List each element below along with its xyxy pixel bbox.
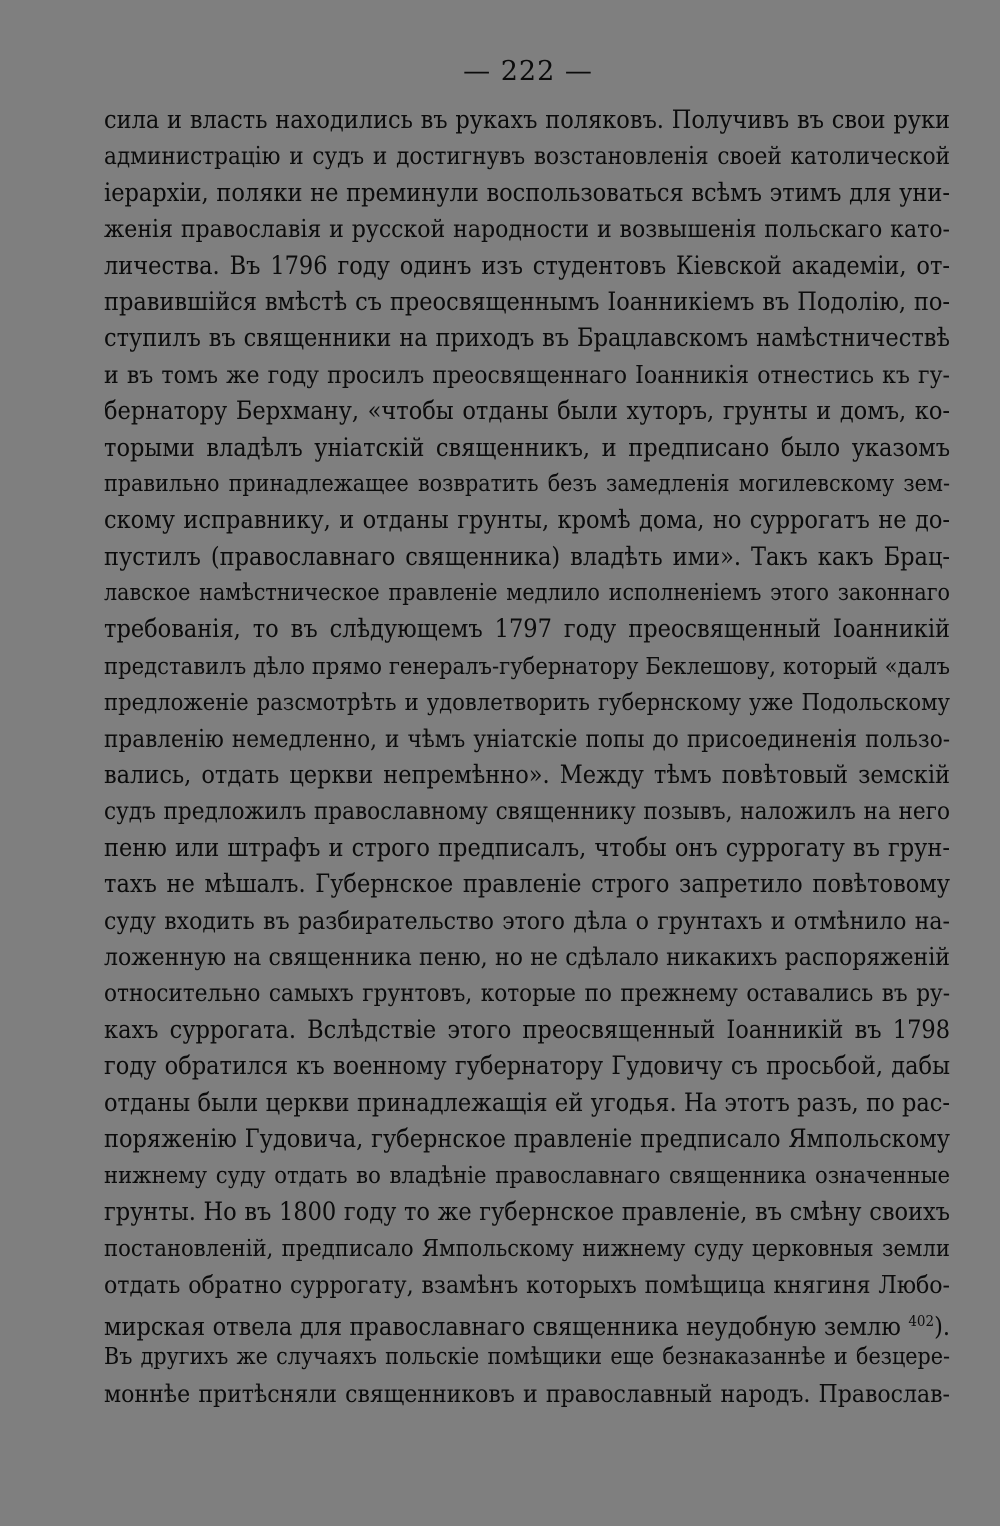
text-line: постановленій, предписало Ямпольскому нижнему суду церковныя земли — [104, 1234, 950, 1263]
text-line: отдать обратно суррогату, взамѣнъ которыхъ помѣщица княгиня Любо- — [104, 1269, 950, 1299]
text-line: лавское намѣстническое правленіе медлило исполненіемъ этого законнаго — [104, 580, 950, 607]
text-line: правильно принадлежащее возвратить безъ замедленія могилевскому зем- — [104, 470, 950, 497]
text-line: судъ предложилъ православному священнику позывъ, наложилъ на него — [104, 797, 950, 826]
body-text — [104, 102, 950, 1412]
text-line: бернатору Берхману, «чтобы отданы были хуторъ, грунты и домъ, ко- — [104, 396, 950, 426]
text-line: году обратился къ военному губернатору Гудовичу съ просьбой, дабы — [104, 1051, 950, 1081]
footnote-close: ). — [934, 1311, 950, 1341]
text-line: сила и власть находились въ рукахъ поляковъ. Получивъ въ свои руки — [104, 105, 950, 134]
page-number: — 222 — — [463, 56, 593, 87]
text-line: правившійся вмѣстѣ съ преосвященнымъ Іоанникіемъ въ Подолію, по- — [104, 286, 950, 316]
text-line: вались, отдать церкви непремѣнно». Между тѣмъ повѣтовый земскій — [104, 760, 950, 790]
text-line: требованія, то въ слѣдующемъ 1797 году преосвященный Іоанникій — [104, 614, 950, 644]
text-line: личества. Въ 1796 году одинъ изъ студентовъ Кіевской академіи, от- — [104, 250, 950, 280]
text-line: отданы были церкви принадлежащія ей угодья. На этотъ разъ, по рас- — [104, 1087, 950, 1117]
text-line: правленію немедленно, и чѣмъ уніатскіе попы до присоединенія пользо- — [104, 724, 950, 753]
text-line: грунты. Но въ 1800 году то же губернское правленіе, въ смѣну своихъ — [104, 1196, 950, 1226]
text-line: суду входить въ разбирательство этого дѣла о грунтахъ и отмѣнило на- — [104, 905, 950, 935]
text-line: Въ другихъ же случаяхъ польскіе помѣщики еще безнаказаннѣе и безцере- — [104, 1344, 950, 1371]
text-line: и въ томъ же году просилъ преосвященнаго Іоанникія отнестись къ гу- — [104, 359, 950, 389]
footnote-line — [104, 1303, 950, 1339]
text-line: предложеніе разсмотрѣть и удовлетворить губернскому уже Подольскому — [104, 688, 950, 717]
text-line: пеню или штрафъ и строго предписалъ, чтобы онъ суррогату въ грун- — [104, 832, 950, 862]
text-line: торыми владѣлъ уніатскій священникъ, и предписано было указомъ — [104, 432, 950, 462]
text-line: скому исправнику, и отданы грунты, кромѣ дома, но суррогатъ не до- — [104, 505, 950, 535]
text-line: нижнему суду отдать во владѣніе православнаго священника означенные — [104, 1161, 950, 1190]
text-line: ложенную на священника пеню, но не сдѣлало никакихъ распоряженій — [104, 941, 950, 971]
text-line: представилъ дѣло прямо генералъ-губернатору Беклешову, который «далъ — [104, 651, 950, 680]
text-line: администрацію и судъ и достигнувъ возстановленія своей католической — [104, 142, 950, 171]
footnote-marker: 402 — [908, 1311, 935, 1330]
text-line: кахъ суррогата. Вслѣдствіе этого преосвященный Іоанникій въ 1798 — [104, 1014, 950, 1044]
text-line: женія православія и русской народности и возвышенія польскаго като- — [104, 214, 950, 244]
text-line-fragment: мирская отвела для православнаго священника неудобную землю — [104, 1311, 901, 1341]
text-line: относительно самыхъ грунтовъ, которые по прежнему оставались въ ру- — [104, 979, 950, 1008]
text-line: пустилъ (православнаго священника) владѣть ими». Такъ какъ Брац- — [104, 541, 950, 571]
text-line: ступилъ въ священники на приходъ въ Брацлавскомъ намѣстничествѣ — [104, 323, 950, 353]
text-line: моннѣе притѣсняли священниковъ и православный народъ. Православ- — [104, 1378, 950, 1408]
text-line: іерархіи, поляки не преминули воспользоваться всѣмъ этимъ для уни- — [104, 177, 950, 207]
text-line: поряженію Гудовича, губернское правленіе предписало Ямпольскому — [104, 1123, 950, 1153]
text-line: тахъ не мѣшалъ. Губернское правленіе строго запретило повѣтовому — [104, 869, 950, 899]
